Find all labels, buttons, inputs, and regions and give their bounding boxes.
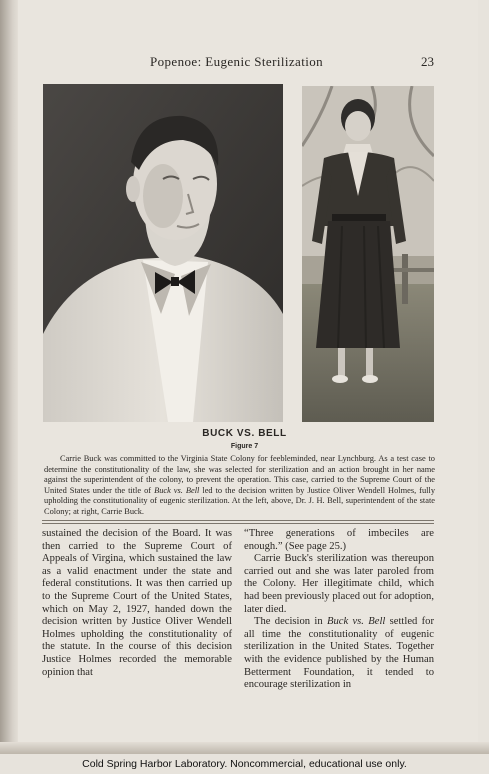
body-column-left [42,528,232,679]
body-column-right [244,528,434,692]
sterilization-paragraph: Carrie Buck's sterilization was thereupon carried out and she was later paroled from the Colony. Her illegitimate child, which had been previously placed out for adoption, later died. [244,553,434,615]
figure-caption: Carrie Buck was committed to the Virginia State Colony for feebleminded, near Lynchburg. As a test case to determine the constitutionality of the law, she was selected for sterilization and an action brought in her name against the superintendent of the colony, to prevent the operation. This case, carried to the Supreme Court of the United States under the title of Buck vs. Bell led to the decision written by Justice Oliver Wendell Holmes, fully upholding the constitutionality of eugenic sterilization. At the left, above, Dr. J. H. Bell, superintendent of the state Colony; at right, Carrie Buck. [44,454,436,516]
portrait-woman-illustration [302,86,434,422]
divider-rule-top [42,520,434,521]
photo-dr-bell [43,84,283,422]
quote-paragraph: “Three generations of imbeciles are enough.” (See page 25.) [244,528,434,552]
photo-carrie-buck [302,86,434,422]
case-name-italic-body: Buck vs. Bell [326,616,386,628]
page-number: 23 [421,54,434,69]
running-header-title: Popenoe: Eugenic Sterilization [150,54,324,69]
footer-credit: Cold Spring Harbor Laboratory. Noncommercial, educational use only. [82,758,407,770]
portrait-man-illustration [43,84,283,422]
figure-title: BUCK VS. BELL [202,428,287,439]
divider-rule-bottom [42,523,434,524]
page-shadow-left [0,0,18,750]
decision-paragraph: The decision in Buck vs. Bell settled for all time the constitutionality of eugenic sterilization in the United States. Together with the evidence published by the Human Betterment Foundation, it tended to encourage sterilization in [244,616,434,691]
page-shadow-bottom [0,742,489,754]
case-name-italic: Buck vs. Bell [154,485,200,495]
figure-label: Figure 7 [230,443,259,450]
left-column-text: sustained the decision of the Board. It was then carried to the Supreme Court of Appeals of Virgina, which sustained the law as a valid enactment under the state and federal constitutions. It was then carried up to the Supreme Court of the United States, which on May 2, 1927, handed down the decision written by Justice Oliver Wendell Holmes upholding the constitutionality of the statute. In the course of this decision Justice Holmes recorded the memorable opinion that [42,528,232,678]
